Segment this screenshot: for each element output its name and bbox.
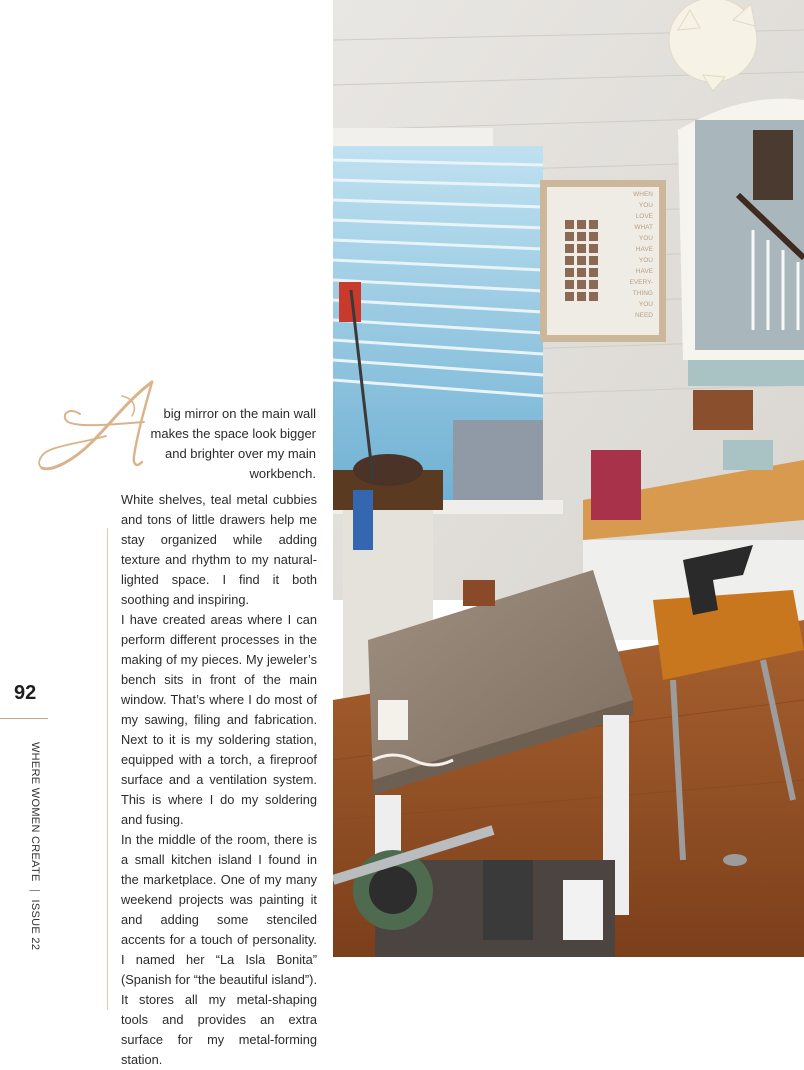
studio-photo [333, 0, 804, 957]
body-paragraph: In the middle of the room, there is a small kitchen island I found in the marketplace. One of my many weekend projects was painting it and adding some stenciled accents for a touch of personality. I named her “La Isla Bonita” (Spanish for “the beautiful island”). It stores all my metal-shaping tools and provides an extra surface for my metal-forming station. [121, 832, 317, 1067]
body-text [121, 490, 317, 1070]
running-head [28, 742, 42, 951]
svg-text:EVERY-: EVERY- [629, 279, 653, 286]
running-head-separator: | [29, 889, 41, 893]
body-paragraph: White shelves, teal metal cubbies and tons of little drawers help me stay organized while adding texture and rhythm to my natural-lighted space. I find it both soothing and inspiring. [121, 492, 317, 607]
issue-label: ISSUE 22 [29, 899, 41, 951]
svg-text:HAVE: HAVE [635, 246, 653, 253]
page-number: 92 [14, 682, 37, 704]
svg-text:YOU: YOU [638, 301, 653, 308]
svg-text:YOU: YOU [638, 235, 653, 242]
svg-text:THING: THING [632, 290, 653, 297]
studio-photo-illustration [333, 0, 804, 957]
body-paragraph: I have created areas where I can perform different processes in the making of my pieces. My jeweler’s bench sits in front of the main window. That’s where I do most of my sawing, filing and fabrication. Next to it is my soldering station, equipped with a torch, a fireproof surface and a ventilation system. This is where I do my soldering and fusing. [121, 612, 317, 827]
intro-text: big mirror on the main wall makes the space look bigger and brighter over my main workbench. [150, 406, 316, 481]
svg-text:YOU: YOU [638, 257, 653, 264]
column-rule [107, 528, 108, 1010]
svg-text:HAVE: HAVE [635, 268, 653, 275]
svg-text:NEED: NEED [634, 312, 653, 319]
svg-text:WHAT: WHAT [634, 224, 653, 231]
svg-text:LOVE: LOVE [635, 213, 653, 220]
publication-name: WHERE WOMEN CREATE [29, 742, 41, 882]
page-number-rule [0, 718, 48, 719]
svg-text:WHEN: WHEN [633, 191, 653, 198]
dropcap-letter [34, 376, 164, 476]
svg-text:YOU: YOU [638, 202, 653, 209]
